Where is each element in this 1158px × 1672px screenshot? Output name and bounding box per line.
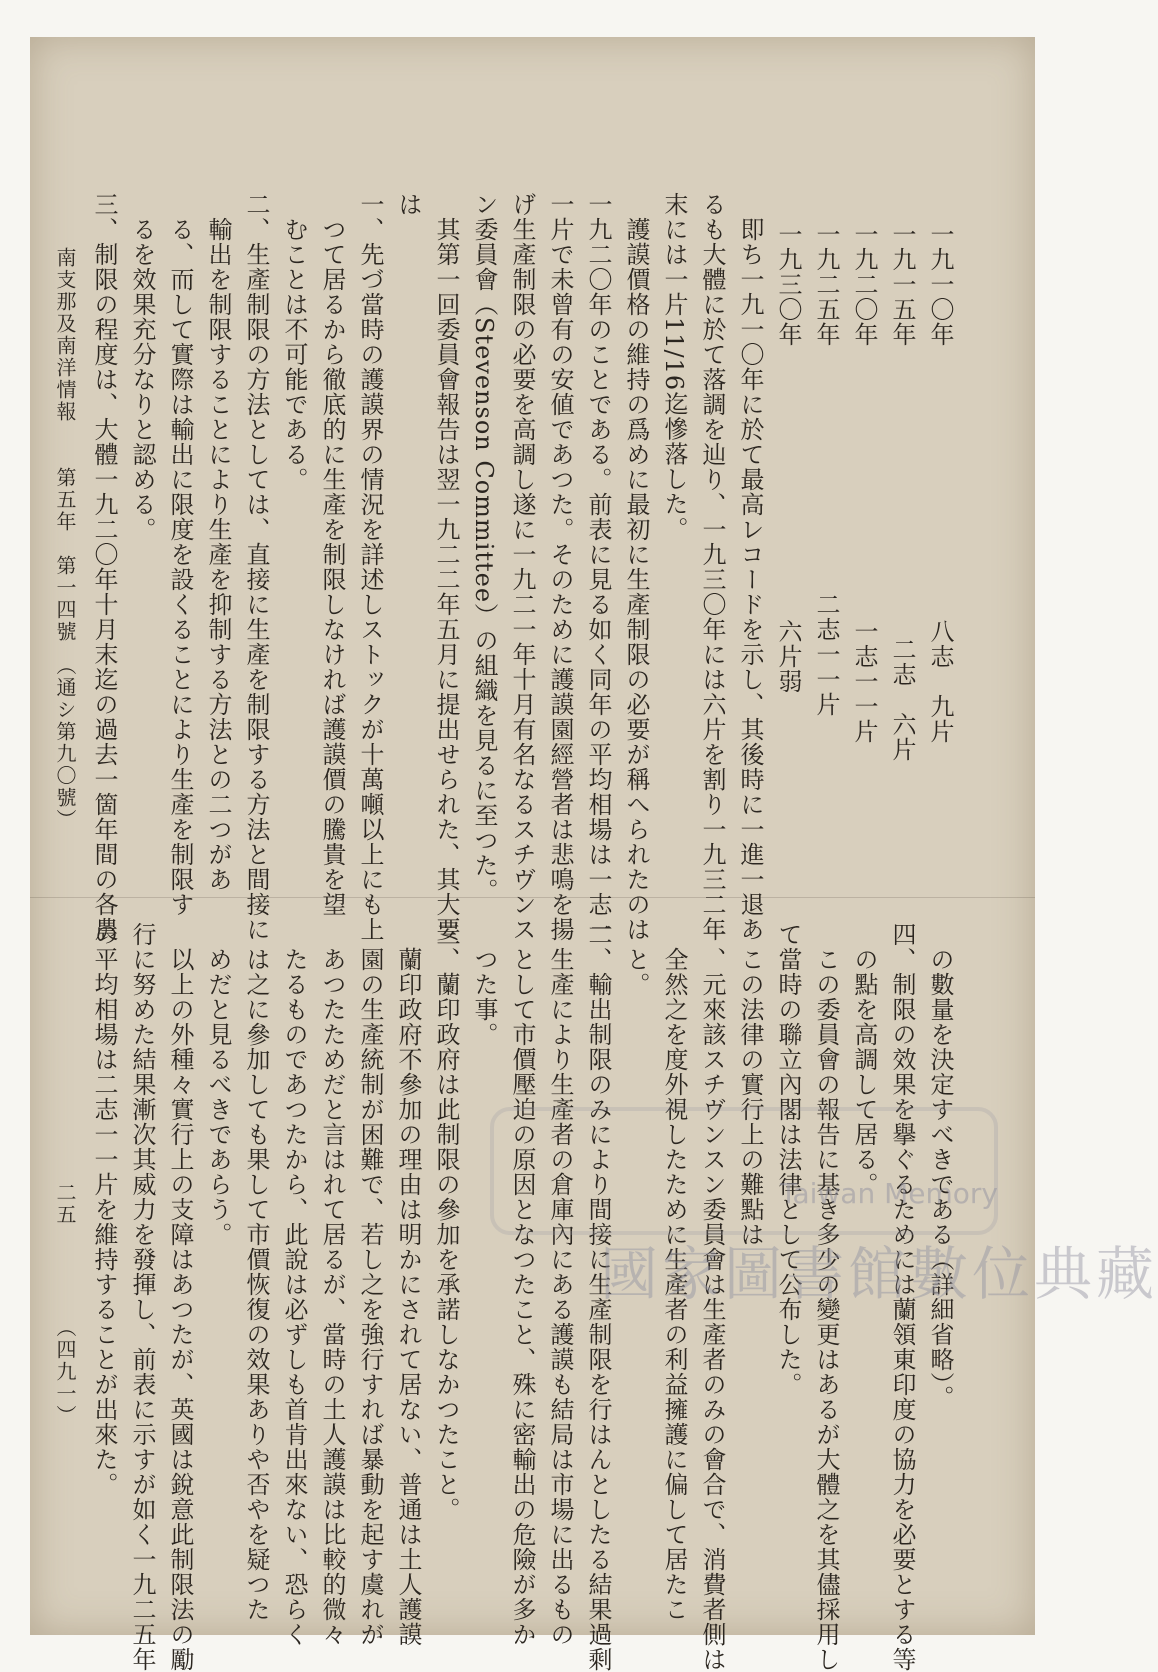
text-line: 一、先づ當時の護謨界の情況を詳述しストックが十萬噸以上にも上 (356, 192, 384, 942)
watermark-name: 國家圖書館數位典藏 (600, 1240, 1158, 1308)
text-line: の數量を決定すべきである（詳細省略）。 (926, 922, 954, 1410)
table-price: 一志一一片 (850, 619, 878, 744)
table-year: 一九二五年 (812, 222, 840, 347)
text-line: 末には一片11/16迄慘落した。 (660, 192, 688, 542)
text-line: げ生產制限の必要を高調し遂に一九二一年十月有名なるスチヴンス (508, 192, 536, 942)
text-line: と。 (622, 922, 650, 997)
text-line: 園の生產統制が困難で、若し之を強行すれば暴動を起す虞れが (356, 922, 384, 1647)
text-line: 二、生產制限の方法としては、直接に生產を制限する方法と間接に (242, 192, 270, 942)
text-line: 蘭印政府不參加の理由は明かにされて居ない、普通は土人護謨 (394, 922, 422, 1647)
text-line: 輸出を制限することにより生產を抑制する方法との二つがあ (204, 192, 232, 892)
text-line: 以上の外種々實行上の支障はあつたが、英國は銳意此制限法の勵 (166, 922, 194, 1672)
table-year: 一九一〇年 (926, 222, 954, 347)
running-header: 南支那及南洋情報 第五年 第一四號 （通シ第九〇號） (53, 247, 77, 831)
text-line: 生產により生產者の倉庫內にある護謨も結局は市場に出るもの (546, 922, 574, 1647)
text-line: として市價壓迫の原因となつたこと、殊に密輸出の危險が多か (508, 922, 536, 1647)
text-line: つた事。 (470, 922, 498, 1047)
text-line: 行に努めた結果漸次其威力を發揮し、前表に示すが如く一九二五年 (128, 922, 156, 1672)
text-line: るも大體に於て落調を辿り、一九三〇年には六片を割り一九三二年 (698, 192, 726, 942)
table-year: 一九一五年 (888, 222, 916, 347)
text-line: るを效果充分なりと認める。 (128, 192, 156, 542)
text-line: たるものであつたから、此說は必ずしも首肯出來ない、恐らく (280, 922, 308, 1647)
table-year: 一九二〇年 (850, 222, 878, 347)
text-line: あつたためだと言はれて居るが、當時の土人護謨は比較的微々 (318, 922, 346, 1647)
text-line: る、而して實際は輸出に限度を設くることにより生產を制限す (166, 192, 194, 917)
text-line: むことは不可能である。 (280, 192, 308, 492)
page-number: 二五 (53, 1182, 77, 1226)
text-line: は (394, 192, 422, 217)
text-line: つて居るから徹底的に生產を制限しなければ護謨價の騰貴を望 (318, 192, 346, 917)
text-line: 即ち一九一〇年に於て最高レコードを示し、其後時に一進一退あ (736, 192, 764, 942)
text-line: 全然之を度外視したために生產者の利益擁護に偏して居たこ (660, 922, 688, 1622)
text-line: は之に參加しても果して市價恢復の效果ありや否やを疑つた (242, 922, 270, 1622)
text-line: 三、制限の程度は、大體一九二〇年十月末迄の過去一箇年間の各農 (90, 192, 118, 942)
table-price: 六片弱 (774, 619, 802, 694)
text-line: の點を高調して居る。 (850, 922, 878, 1197)
page-number-cumulative: （四九一） (53, 1317, 77, 1427)
table-price: 二志 六片 (888, 637, 916, 762)
text-line: 一片で未曾有の安値であつた。そのために護謨園經營者は悲鳴を揚 (546, 192, 574, 942)
text-line: 四、制限の效果を擧ぐるためには蘭領東印度の協力を必要とする等 (888, 922, 916, 1672)
text-line: の平均相場は二志一一片を維持することが出來た。 (90, 922, 118, 1497)
text-line: 一九二〇年のことである。前表に見る如く同年の平均相場は一志一 (584, 192, 612, 942)
text-line: て當時の聯立內閣は法律として公布した。 (774, 922, 802, 1397)
table-year: 一九三〇年 (774, 222, 802, 347)
text-line: ン委員會（Stevenson Committee）の組織を見るに至つた。 (470, 192, 498, 904)
text-line: この委員會の報告に基き多少の變更はあるが大體之を其儘採用し (812, 922, 840, 1672)
text-line: 其第一回委員會報告は翌一九二二年五月に提出せられた、其大要 (432, 192, 460, 942)
text-line: 護謨價格の維持の爲めに最初に生產制限の必要が稱へられたのは (622, 192, 650, 942)
text-line: この法律の實行上の難點は (736, 922, 764, 1247)
text-line: 一、元來該スチヴンスン委員會は生產者のみの會合で、消費者側は (698, 922, 726, 1672)
text-line: 二、輸出制限のみにより間接に生產制限を行はんとしたる結果過剩 (584, 922, 612, 1672)
document-page (30, 37, 1158, 1672)
watermark-subtitle: Taiwan Memory (780, 1177, 998, 1210)
table-price: 八志 九片 (926, 619, 954, 744)
text-line: めだと見るべきであらう。 (204, 922, 232, 1247)
table-price: 二志一一片 (812, 592, 840, 717)
text-line: 三、蘭印政府は此制限の參加を承諾しなかつたこと。 (432, 922, 460, 1522)
